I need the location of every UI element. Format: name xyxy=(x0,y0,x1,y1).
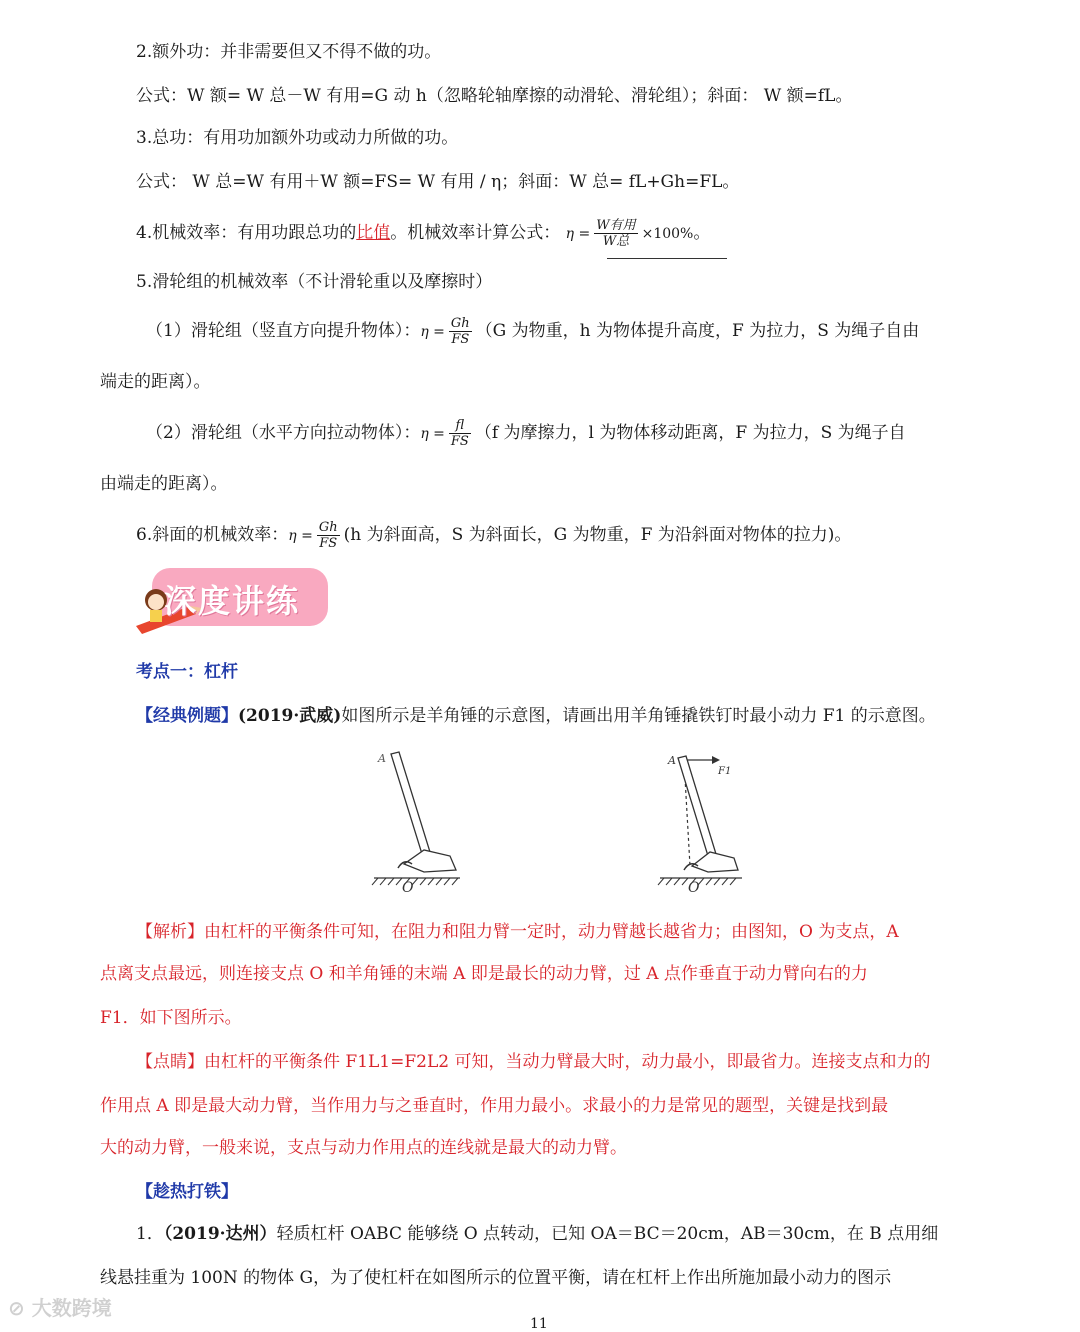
section6-text: (h 为斜面高，S 为斜面长，G 为物重，F 为沿斜面对物体的拉力)。 xyxy=(343,525,852,545)
section3-formula: 公式： W 总=W 有用＋W 额=FS= W 有用 / η；斜面：W 总= fL+Gh=FL。 xyxy=(136,172,740,192)
watermark xyxy=(8,1292,112,1321)
label-f1: F1 xyxy=(718,766,732,777)
fraction-denominator: FS xyxy=(319,536,338,551)
hammer-figure-right xyxy=(656,746,756,896)
example-source: (2019·武威) xyxy=(238,706,342,726)
eta-symbol: η = xyxy=(420,324,445,340)
practice-q1-line2: 线悬挂重为 100N 的物体 G，为了使杠杆在如图所示的位置平衡，请在杠杆上作出所施加最小动力的图示 xyxy=(100,1268,892,1288)
section4-prefix: 4.机械效率：有用功跟总功的 xyxy=(136,223,357,243)
q1-number: 1． xyxy=(136,1224,164,1244)
label-a: A xyxy=(668,754,676,767)
efficiency-fraction xyxy=(594,218,637,249)
item2-fraction xyxy=(449,418,471,449)
formula-text: W 额= W 总－W 有用=G 动 h（忽略轮轴摩擦的动滑轮、滑轮组）；斜面： W 额=fL。 xyxy=(187,86,853,106)
item1-fraction xyxy=(449,316,472,347)
dianjing-line3: 大的动力臂，一般来说，支点与动力作用点的连线就是最大的动力臂。 xyxy=(100,1138,627,1158)
example-line xyxy=(136,704,936,728)
hammer-figure-left xyxy=(364,740,464,896)
item2-text: （f 为摩擦力，l 为物体移动距离，F 为拉力，S 为绳子自 xyxy=(474,423,906,443)
ratio-highlight: 比值 xyxy=(356,223,391,243)
eta-symbol: η = xyxy=(420,426,445,442)
analysis-line3: F1．如下图所示。 xyxy=(100,1008,242,1028)
label-o: O xyxy=(402,880,414,896)
times-100: ×100% xyxy=(641,226,694,242)
formula-prefix: 公式： xyxy=(136,86,187,106)
eta-symbol: η = xyxy=(565,226,591,242)
dianjing-text1: 由杠杆的平衡条件 F1L1=F2L2 可知，当动力臂最大时，动力最小，即最省力。连接支点和力的 xyxy=(204,1052,931,1072)
force-arrow-head xyxy=(712,756,720,764)
q1-source: （2019·达州） xyxy=(163,1224,277,1244)
label-a: A xyxy=(378,752,386,765)
dianjing-tag: 【点睛】 xyxy=(136,1052,204,1072)
example-text: 如图所示是羊角锤的示意图，请画出用羊角锤撬铁钉时最小动力 F1 的示意图。 xyxy=(341,706,936,726)
dianjing-line2: 作用点 A 即是最大动力臂，当作用力与之垂直时，作用力最小。求最小的力是常见的题型，关键是找到最 xyxy=(100,1096,889,1116)
fraction-numerator: Gh xyxy=(450,316,470,331)
deep-practice-banner xyxy=(134,566,328,630)
analysis-line1 xyxy=(136,920,899,944)
section5-item2-cont: 由端走的距离）。 xyxy=(100,474,228,494)
ground-hatch xyxy=(372,878,458,885)
watermark-logo-icon: ⊘ xyxy=(8,1296,32,1320)
formula-underline xyxy=(607,258,727,259)
fraction-numerator: fl xyxy=(449,418,471,434)
hammer-head xyxy=(692,852,738,872)
item1-text: （G 为物重，h 为物体提升高度，F 为拉力，S 为绳子自由 xyxy=(475,321,920,341)
section3-title: 3.总功：有用功加额外功或动力所做的功。 xyxy=(136,128,459,148)
hammer-handle xyxy=(391,752,430,854)
analysis-text1: 由杠杆的平衡条件可知，在阻力和阻力臂一定时，动力臂越长越省力；由图知，O 为支点，A xyxy=(204,922,899,942)
watermark-text: 大数跨境 xyxy=(31,1296,112,1320)
section6-fraction xyxy=(317,520,340,551)
hammer-handle xyxy=(678,756,716,856)
fraction-denominator: FS xyxy=(451,332,470,347)
section2-formula xyxy=(136,84,852,108)
banner-text: 深度讲练 xyxy=(164,582,301,620)
section4-suffix: 。机械效率计算公式： xyxy=(390,223,561,243)
fraction-numerator: Gh xyxy=(318,520,338,535)
q1-text1: 轻质杠杆 OABC 能够绕 O 点转动，已知 OA＝BC＝20cm，AB＝30cm，在 B 点用细 xyxy=(276,1224,939,1244)
fraction-denominator: W总 xyxy=(602,234,630,249)
section5-item2 xyxy=(146,418,906,449)
fraction-numerator: W有用 xyxy=(596,218,636,233)
section5-item1 xyxy=(146,316,919,347)
practice-tag: 【趁热打铁】 xyxy=(136,1182,238,1202)
section5-title: 5.滑轮组的机械效率（不计滑轮重以及摩擦时） xyxy=(136,272,493,292)
hammer-head xyxy=(404,850,456,872)
fraction-denominator: FS xyxy=(450,434,469,449)
label-o: O xyxy=(688,880,700,896)
section4-line xyxy=(136,218,710,249)
section2-title: 2.额外功：并非需要但又不得不做的功。 xyxy=(136,42,442,62)
practice-q1-line1 xyxy=(136,1222,938,1246)
kaodian-heading: 考点一：杠杆 xyxy=(136,662,238,682)
section6-line xyxy=(136,520,851,551)
eta-symbol: η = xyxy=(288,528,313,544)
dianjing-line1 xyxy=(136,1050,930,1074)
section5-item1-cont: 端走的距离）。 xyxy=(100,372,211,392)
example-tag: 【经典例题】 xyxy=(136,706,238,726)
analysis-line2: 点离支点最远，则连接支点 O 和羊角锤的末端 A 即是最长的动力臂，过 A 点作垂直于动力臂向右的力 xyxy=(100,964,868,984)
item2-prefix: （2）滑轮组（水平方向拉动物体）： xyxy=(146,423,421,443)
page-number: 11 xyxy=(530,1316,548,1332)
section4-end: 。 xyxy=(693,223,711,243)
analysis-tag: 【解析】 xyxy=(136,922,204,942)
item1-prefix: （1）滑轮组（竖直方向提升物体）： xyxy=(146,321,421,341)
section6-prefix: 6.斜面的机械效率： xyxy=(136,525,289,545)
